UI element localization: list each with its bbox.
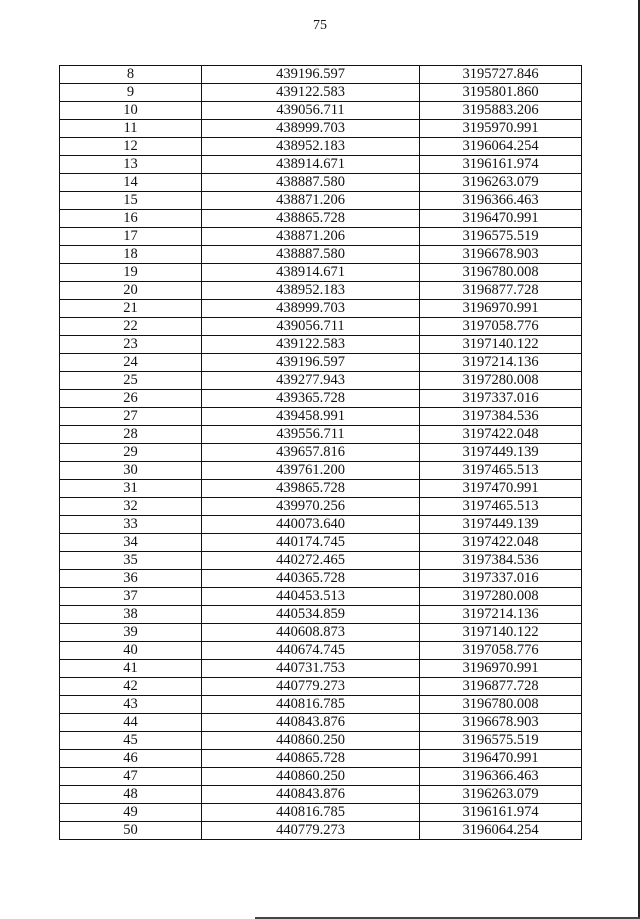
y-coordinate-cell: 3196575.519 bbox=[420, 732, 582, 750]
point-number-cell: 25 bbox=[60, 372, 202, 390]
coordinates-table bbox=[59, 65, 582, 840]
x-coordinate-cell: 439196.597 bbox=[202, 66, 420, 84]
y-coordinate-cell: 3197384.536 bbox=[420, 552, 582, 570]
y-coordinate-cell: 3196877.728 bbox=[420, 282, 582, 300]
x-coordinate-cell: 439865.728 bbox=[202, 480, 420, 498]
table-row bbox=[60, 552, 582, 570]
point-number-cell: 24 bbox=[60, 354, 202, 372]
table-row bbox=[60, 642, 582, 660]
table-row bbox=[60, 516, 582, 534]
point-number-cell: 38 bbox=[60, 606, 202, 624]
y-coordinate-cell: 3197470.991 bbox=[420, 480, 582, 498]
table-row bbox=[60, 696, 582, 714]
y-coordinate-cell: 3196470.991 bbox=[420, 750, 582, 768]
point-number-cell: 11 bbox=[60, 120, 202, 138]
x-coordinate-cell: 440843.876 bbox=[202, 786, 420, 804]
point-number-cell: 46 bbox=[60, 750, 202, 768]
x-coordinate-cell: 439761.200 bbox=[202, 462, 420, 480]
table-row bbox=[60, 318, 582, 336]
point-number-cell: 17 bbox=[60, 228, 202, 246]
x-coordinate-cell: 439970.256 bbox=[202, 498, 420, 516]
table-row bbox=[60, 822, 582, 840]
point-number-cell: 44 bbox=[60, 714, 202, 732]
point-number-cell: 16 bbox=[60, 210, 202, 228]
x-coordinate-cell: 439122.583 bbox=[202, 84, 420, 102]
x-coordinate-cell: 438914.671 bbox=[202, 264, 420, 282]
point-number-cell: 22 bbox=[60, 318, 202, 336]
table-row bbox=[60, 732, 582, 750]
y-coordinate-cell: 3196678.903 bbox=[420, 246, 582, 264]
table-row bbox=[60, 534, 582, 552]
y-coordinate-cell: 3197280.008 bbox=[420, 372, 582, 390]
y-coordinate-cell: 3196064.254 bbox=[420, 138, 582, 156]
y-coordinate-cell: 3195970.991 bbox=[420, 120, 582, 138]
y-coordinate-cell: 3196575.519 bbox=[420, 228, 582, 246]
table-row bbox=[60, 282, 582, 300]
x-coordinate-cell: 438865.728 bbox=[202, 210, 420, 228]
point-number-cell: 50 bbox=[60, 822, 202, 840]
table-row bbox=[60, 372, 582, 390]
table-row bbox=[60, 390, 582, 408]
y-coordinate-cell: 3197384.536 bbox=[420, 408, 582, 426]
x-coordinate-cell: 440608.873 bbox=[202, 624, 420, 642]
y-coordinate-cell: 3196263.079 bbox=[420, 174, 582, 192]
table-row bbox=[60, 768, 582, 786]
y-coordinate-cell: 3196366.463 bbox=[420, 768, 582, 786]
y-coordinate-cell: 3197465.513 bbox=[420, 462, 582, 480]
x-coordinate-cell: 440073.640 bbox=[202, 516, 420, 534]
point-number-cell: 42 bbox=[60, 678, 202, 696]
point-number-cell: 28 bbox=[60, 426, 202, 444]
x-coordinate-cell: 440816.785 bbox=[202, 696, 420, 714]
y-coordinate-cell: 3196780.008 bbox=[420, 264, 582, 282]
x-coordinate-cell: 438914.671 bbox=[202, 156, 420, 174]
point-number-cell: 48 bbox=[60, 786, 202, 804]
table-row bbox=[60, 156, 582, 174]
point-number-cell: 12 bbox=[60, 138, 202, 156]
table-row bbox=[60, 210, 582, 228]
table-row bbox=[60, 66, 582, 84]
point-number-cell: 40 bbox=[60, 642, 202, 660]
point-number-cell: 31 bbox=[60, 480, 202, 498]
x-coordinate-cell: 438952.183 bbox=[202, 138, 420, 156]
x-coordinate-cell: 438952.183 bbox=[202, 282, 420, 300]
point-number-cell: 10 bbox=[60, 102, 202, 120]
x-coordinate-cell: 440816.785 bbox=[202, 804, 420, 822]
table-row bbox=[60, 678, 582, 696]
table-row bbox=[60, 408, 582, 426]
point-number-cell: 32 bbox=[60, 498, 202, 516]
x-coordinate-cell: 440365.728 bbox=[202, 570, 420, 588]
point-number-cell: 26 bbox=[60, 390, 202, 408]
point-number-cell: 33 bbox=[60, 516, 202, 534]
y-coordinate-cell: 3197449.139 bbox=[420, 516, 582, 534]
x-coordinate-cell: 439056.711 bbox=[202, 102, 420, 120]
x-coordinate-cell: 440731.753 bbox=[202, 660, 420, 678]
point-number-cell: 43 bbox=[60, 696, 202, 714]
x-coordinate-cell: 439122.583 bbox=[202, 336, 420, 354]
point-number-cell: 41 bbox=[60, 660, 202, 678]
point-number-cell: 19 bbox=[60, 264, 202, 282]
y-coordinate-cell: 3196970.991 bbox=[420, 300, 582, 318]
x-coordinate-cell: 438887.580 bbox=[202, 246, 420, 264]
point-number-cell: 35 bbox=[60, 552, 202, 570]
point-number-cell: 36 bbox=[60, 570, 202, 588]
table-row bbox=[60, 120, 582, 138]
point-number-cell: 23 bbox=[60, 336, 202, 354]
y-coordinate-cell: 3196161.974 bbox=[420, 156, 582, 174]
y-coordinate-cell: 3195801.860 bbox=[420, 84, 582, 102]
point-number-cell: 9 bbox=[60, 84, 202, 102]
table-row bbox=[60, 102, 582, 120]
y-coordinate-cell: 3197058.776 bbox=[420, 642, 582, 660]
y-coordinate-cell: 3195883.206 bbox=[420, 102, 582, 120]
x-coordinate-cell: 439056.711 bbox=[202, 318, 420, 336]
table-row bbox=[60, 228, 582, 246]
point-number-cell: 45 bbox=[60, 732, 202, 750]
y-coordinate-cell: 3196064.254 bbox=[420, 822, 582, 840]
point-number-cell: 14 bbox=[60, 174, 202, 192]
table-row bbox=[60, 336, 582, 354]
point-number-cell: 30 bbox=[60, 462, 202, 480]
y-coordinate-cell: 3197422.048 bbox=[420, 534, 582, 552]
x-coordinate-cell: 439458.991 bbox=[202, 408, 420, 426]
point-number-cell: 13 bbox=[60, 156, 202, 174]
table-row bbox=[60, 300, 582, 318]
x-coordinate-cell: 440174.745 bbox=[202, 534, 420, 552]
y-coordinate-cell: 3196161.974 bbox=[420, 804, 582, 822]
table-row bbox=[60, 750, 582, 768]
y-coordinate-cell: 3197337.016 bbox=[420, 390, 582, 408]
table-row bbox=[60, 588, 582, 606]
table-row bbox=[60, 462, 582, 480]
y-coordinate-cell: 3196366.463 bbox=[420, 192, 582, 210]
y-coordinate-cell: 3197140.122 bbox=[420, 336, 582, 354]
x-coordinate-cell: 440534.859 bbox=[202, 606, 420, 624]
point-number-cell: 47 bbox=[60, 768, 202, 786]
table-row bbox=[60, 192, 582, 210]
x-coordinate-cell: 439657.816 bbox=[202, 444, 420, 462]
point-number-cell: 18 bbox=[60, 246, 202, 264]
table-row bbox=[60, 264, 582, 282]
y-coordinate-cell: 3197422.048 bbox=[420, 426, 582, 444]
table-row bbox=[60, 246, 582, 264]
x-coordinate-cell: 440860.250 bbox=[202, 732, 420, 750]
x-coordinate-cell: 440272.465 bbox=[202, 552, 420, 570]
y-coordinate-cell: 3196263.079 bbox=[420, 786, 582, 804]
point-number-cell: 20 bbox=[60, 282, 202, 300]
table-row bbox=[60, 498, 582, 516]
table-row bbox=[60, 804, 582, 822]
x-coordinate-cell: 439365.728 bbox=[202, 390, 420, 408]
page-number: 75 bbox=[313, 18, 327, 33]
x-coordinate-cell: 440865.728 bbox=[202, 750, 420, 768]
table-row bbox=[60, 606, 582, 624]
x-coordinate-cell: 439277.943 bbox=[202, 372, 420, 390]
table-row bbox=[60, 570, 582, 588]
point-number-cell: 21 bbox=[60, 300, 202, 318]
point-number-cell: 49 bbox=[60, 804, 202, 822]
x-coordinate-cell: 440843.876 bbox=[202, 714, 420, 732]
x-coordinate-cell: 438871.206 bbox=[202, 228, 420, 246]
y-coordinate-cell: 3196780.008 bbox=[420, 696, 582, 714]
table-row bbox=[60, 624, 582, 642]
y-coordinate-cell: 3197337.016 bbox=[420, 570, 582, 588]
table-row bbox=[60, 354, 582, 372]
x-coordinate-cell: 439556.711 bbox=[202, 426, 420, 444]
y-coordinate-cell: 3197465.513 bbox=[420, 498, 582, 516]
table-row bbox=[60, 84, 582, 102]
point-number-cell: 37 bbox=[60, 588, 202, 606]
point-number-cell: 34 bbox=[60, 534, 202, 552]
y-coordinate-cell: 3197214.136 bbox=[420, 606, 582, 624]
x-coordinate-cell: 440674.745 bbox=[202, 642, 420, 660]
table-row bbox=[60, 174, 582, 192]
point-number-cell: 8 bbox=[60, 66, 202, 84]
table-row bbox=[60, 426, 582, 444]
x-coordinate-cell: 438999.703 bbox=[202, 300, 420, 318]
table-row bbox=[60, 786, 582, 804]
x-coordinate-cell: 440779.273 bbox=[202, 678, 420, 696]
x-coordinate-cell: 438887.580 bbox=[202, 174, 420, 192]
point-number-cell: 15 bbox=[60, 192, 202, 210]
table-row bbox=[60, 480, 582, 498]
point-number-cell: 29 bbox=[60, 444, 202, 462]
y-coordinate-cell: 3197449.139 bbox=[420, 444, 582, 462]
x-coordinate-cell: 440453.513 bbox=[202, 588, 420, 606]
coordinates-table-body bbox=[60, 66, 582, 840]
x-coordinate-cell: 438999.703 bbox=[202, 120, 420, 138]
table-row bbox=[60, 138, 582, 156]
table-row bbox=[60, 714, 582, 732]
point-number-cell: 27 bbox=[60, 408, 202, 426]
y-coordinate-cell: 3197214.136 bbox=[420, 354, 582, 372]
y-coordinate-cell: 3197280.008 bbox=[420, 588, 582, 606]
y-coordinate-cell: 3197140.122 bbox=[420, 624, 582, 642]
table-row bbox=[60, 660, 582, 678]
x-coordinate-cell: 439196.597 bbox=[202, 354, 420, 372]
y-coordinate-cell: 3196678.903 bbox=[420, 714, 582, 732]
y-coordinate-cell: 3196970.991 bbox=[420, 660, 582, 678]
x-coordinate-cell: 440860.250 bbox=[202, 768, 420, 786]
x-coordinate-cell: 438871.206 bbox=[202, 192, 420, 210]
x-coordinate-cell: 440779.273 bbox=[202, 822, 420, 840]
table-row bbox=[60, 444, 582, 462]
point-number-cell: 39 bbox=[60, 624, 202, 642]
y-coordinate-cell: 3195727.846 bbox=[420, 66, 582, 84]
y-coordinate-cell: 3197058.776 bbox=[420, 318, 582, 336]
y-coordinate-cell: 3196877.728 bbox=[420, 678, 582, 696]
y-coordinate-cell: 3196470.991 bbox=[420, 210, 582, 228]
